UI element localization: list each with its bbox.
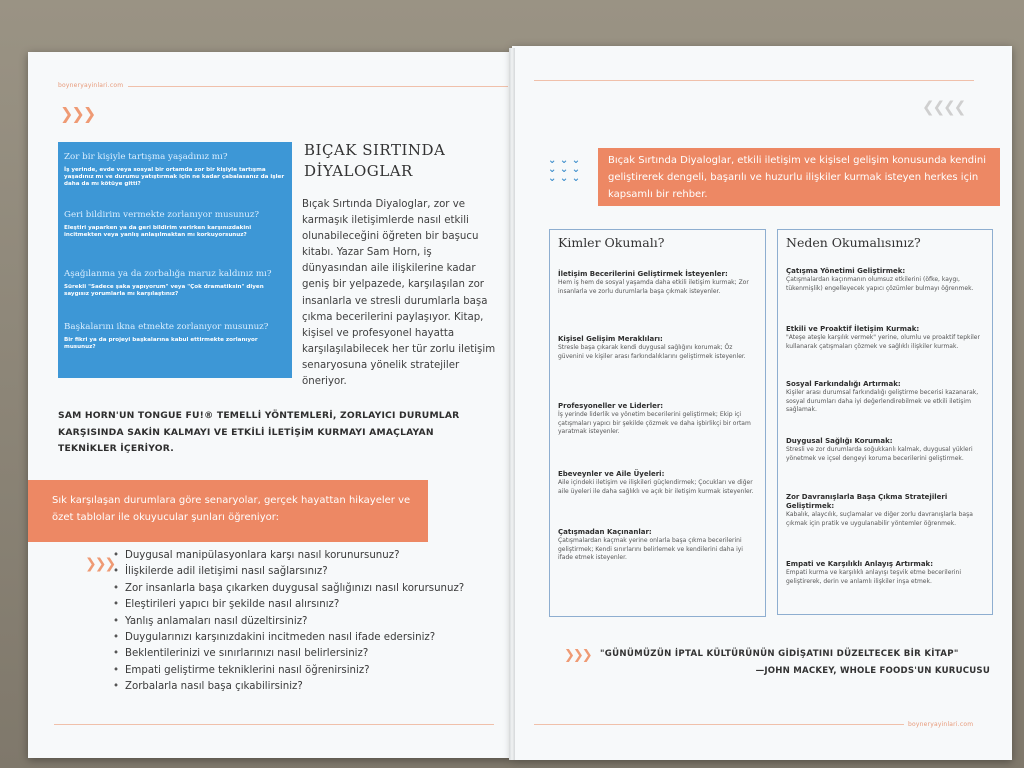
why-read-box — [777, 229, 993, 615]
list-item — [558, 402, 758, 437]
list-item: • Yanlış anlamaları nasıl düzeltirsiniz? — [113, 614, 493, 630]
book-title-line: BIÇAK SIRTINDA — [304, 141, 446, 159]
list-item: • Eleştirileri yapıcı bir şekilde nasıl alırsınız? — [113, 597, 493, 613]
item-heading: Sosyal Farkındalığı Artırmak: — [786, 380, 901, 388]
item-heading: Empati ve Karşılıklı Anlayış Artırmak: — [786, 560, 934, 568]
list-item — [558, 335, 758, 361]
chevrons-right-icon: ❯❯❯ — [60, 104, 95, 123]
item-body: Çatışmalardan kaçmak yerine onlarla başa çıkma becerilerini geliştirmek; Kendi sınırlarını belirlemek ve kendilerini daha iyi ifade etmek isteyenler. — [558, 537, 743, 562]
panel-answer: Sürekli "Sadece şaka yapıyorum" veya "Çok dramatiksin" diyen saygısız yorumlarla mı karşılaştınız? — [64, 284, 264, 298]
footer-rule — [534, 724, 904, 725]
list-item — [786, 493, 986, 528]
item-heading: Ebeveynler ve Aile Üyeleri: — [558, 470, 665, 478]
list-item — [558, 470, 758, 496]
list-item — [558, 270, 758, 296]
list-item: • Duygusal manipülasyonlara karşı nasıl korunursunuz? — [113, 548, 493, 564]
item-body: Stresle başa çıkarak kendi duygusal sağlığını korumak; Öz güvenini ve kişiler arası farkındalıklarını geliştirmek isteyenler. — [558, 344, 746, 360]
chevrons-left-icon: ❮❮❮❮ — [922, 98, 965, 116]
box-title: Neden Okumalısınız? — [786, 235, 921, 250]
panel-question: Zor bir kişiyle tartışma yaşadınız mı? — [64, 152, 228, 162]
summary-banner-text: Bıçak Sırtında Diyaloglar, etkili iletişim ve kişisel gelişim konusunda kendini geliştirerek dengeli, başarılı ve huzurlu ilişkiler kurmak isteyen herkes için kapsamlı bir rehber. — [608, 155, 987, 200]
item-heading: Kişisel Gelişim Meraklıları: — [558, 335, 663, 343]
item-heading: Etkili ve Proaktif İletişim Kurmak: — [786, 325, 920, 333]
item-heading: Çatışma Yönetimi Geliştirmek: — [786, 267, 906, 275]
list-item — [786, 380, 986, 415]
method-statement: SAM HORN'UN TONGUE FU!® TEMELLİ YÖNTEMLERİ, ZORLAYICI DURUMLAR KARŞISINDA SAKİN KALMAYI VE ETKİLİ İLETİŞİM KURMAYI AMAÇLAYAN TEKNİKLER İÇERİYOR. — [58, 410, 460, 454]
list-item — [786, 267, 986, 293]
chevrons-right-icon: ❯❯❯ — [564, 648, 591, 663]
list-item: • Empati geliştirme tekniklerini nasıl öğrenirsiniz? — [113, 663, 493, 679]
panel-question: Başkalarını ikna etmekte zorlanıyor musunuz? — [64, 322, 269, 332]
item-heading: Çatışmadan Kaçınanlar: — [558, 528, 652, 536]
item-body: Çatışmalardan kaçınmanın olumsuz etkilerini (öfke, kaygı, tükenmişlik) engelleyecek yapıcı çözümler bulmayı öğrenmek. — [786, 276, 974, 292]
book-title-line: DİYALOGLAR — [304, 162, 413, 180]
book-title — [304, 140, 474, 182]
item-body: Stresli ve zor durumlarda soğukkanlı kalmak, duygusal yükleri yönetmek ve içsel dengeyi koruma becerilerini geliştirmek. — [786, 446, 973, 462]
item-heading: Zor Davranışlarla Başa Çıkma Stratejileri Geliştirmek: — [786, 493, 948, 510]
panel-answer: İş yerinde, evde veya sosyal bir ortamda zor bir kişiyle tartışma yaşadınız mı ve durumu yatıştırmak için ne kadar çabalasanız da işler daha da mı kötüye gitti? — [64, 167, 285, 188]
right-page — [512, 46, 1012, 760]
endorsement-author: —JOHN MACKEY, WHOLE FOODS'UN KURUCUSU — [755, 666, 990, 676]
item-body: Kişiler arası durumsal farkındalığı geliştirme becerisi kazanarak, sosyal durumları daha iyi değerlendirebilmek ve etkili iletişim sağlamak. — [786, 389, 979, 414]
chevrons-down-icon: ⌄ ⌄ ⌄ ⌄ ⌄ ⌄ ⌄ ⌄ ⌄ — [548, 155, 581, 184]
item-body: İş yerinde liderlik ve yönetim becerilerini geliştirmek; Ekip içi çatışmaları yapıcı bir şekilde çözmek ve daha işbirlikçi bir ortam yaratmak isteyenler. — [558, 411, 751, 436]
list-item: • Zor insanlarla başa çıkarken duygusal sağlığınızı nasıl korursunuz? — [113, 581, 493, 597]
item-body: Hem iş hem de sosyal yaşamda daha etkili iletişim kurmak; Zor insanlarla ve zorlu durumlarla başa çıkmak isteyenler. — [558, 279, 749, 295]
box-title: Kimler Okumalı? — [558, 235, 665, 250]
item-heading: Duygusal Sağlığı Korumak: — [786, 437, 893, 445]
list-item: • Duygularınızı karşınızdakini incitmeden nasıl ifade edersiniz? — [113, 630, 493, 646]
item-heading: Profesyoneller ve Liderler: — [558, 402, 664, 410]
list-item: • İlişkilerde adil iletişimi nasıl sağlarsınız? — [113, 564, 493, 580]
panel-answer: Bir fikri ya da projeyi başkalarına kabul ettirmekte zorlanıyor musunuz? — [64, 337, 258, 351]
item-heading: İletişim Becerilerini Geliştirmek İsteyenler: — [558, 270, 728, 278]
page-gutter — [509, 48, 515, 760]
list-item — [558, 528, 758, 563]
learn-banner-text: Sık karşılaşan durumlara göre senaryolar, gerçek hayattan hikayeler ve özet tablolar ile okuyucular şunları öğreniyor: — [52, 495, 411, 523]
header-rule — [534, 80, 974, 81]
question-panel — [58, 142, 292, 378]
footer-url: boyneryayinlari.com — [908, 721, 974, 728]
left-page — [28, 52, 512, 758]
chevrons-right-icon: ❯❯❯ — [85, 556, 115, 572]
list-item: • Zorbalarla nasıl başa çıkabilirsiniz? — [113, 679, 493, 695]
list-item — [786, 560, 986, 586]
item-body: "Ateşe ateşle karşılık vermek" yerine, olumlu ve proaktif tepkiler kullanarak çatışmaları çözmek ve sağlıklı ilişkiler kurmak. — [786, 334, 980, 350]
list-item: • Beklentilerinizi ve sınırlarınızı nasıl belirlersiniz? — [113, 646, 493, 662]
item-body: Aile içindeki iletişim ve ilişkileri güçlendirmek; Çocukları ve diğer aile üyeleri ile daha sağlıklı ve açık bir iletişim kurmak isteyenler. — [558, 479, 754, 495]
who-should-read-box — [549, 229, 766, 617]
panel-answer: Eleştiri yaparken ya da geri bildirim verirken karşınızdakini incitmekten veya yanlış anlaşılmaktan mı korkuyorsunuz? — [64, 225, 252, 239]
panel-question: Geri bildirim vermekte zorlanıyor musunuz? — [64, 210, 260, 220]
endorsement-quote: "GÜNÜMÜZÜN İPTAL KÜLTÜRÜNÜN GİDİŞATINI DÜZELTECEK BİR KİTAP" — [600, 649, 959, 659]
header-url: boyneryayinlari.com — [58, 82, 124, 89]
header-rule — [128, 86, 508, 87]
item-body: Empati kurma ve karşılıklı anlayışı teşvik etme becerilerini geliştirerek, derin ve anlamlı ilişkiler inşa etmek. — [786, 569, 962, 585]
book-intro: Bıçak Sırtında Diyaloglar, zor ve karmaşık iletişimlerde nasıl etkili olunabileceğini öğreten bir başucu kitabı. Yazar Sam Horn, iş dünyasından aile ilişkilerine kadar geniş bir yelpazede, karşılaşılan zor insanlarla ve stresli durumlarla başa çıkma becerilerini paylaşıyor. Kitap, kişisel ve profesyonel hayatta karşılaşılabilecek her tür zorlu iletişim senaryosuna yönelik stratejiler öneriyor. — [302, 199, 496, 388]
footer-rule — [54, 724, 494, 725]
panel-question: Aşağılanma ya da zorbalığa maruz kaldınız mı? — [64, 269, 272, 279]
list-item — [786, 325, 986, 351]
list-item — [786, 437, 986, 463]
question-list — [113, 548, 493, 696]
item-body: Kabalık, alaycılık, suçlamalar ve diğer zorlu davranışlarla başa çıkmak için pratik ve uygulanabilir yöntemler öğrenmek. — [786, 511, 973, 527]
